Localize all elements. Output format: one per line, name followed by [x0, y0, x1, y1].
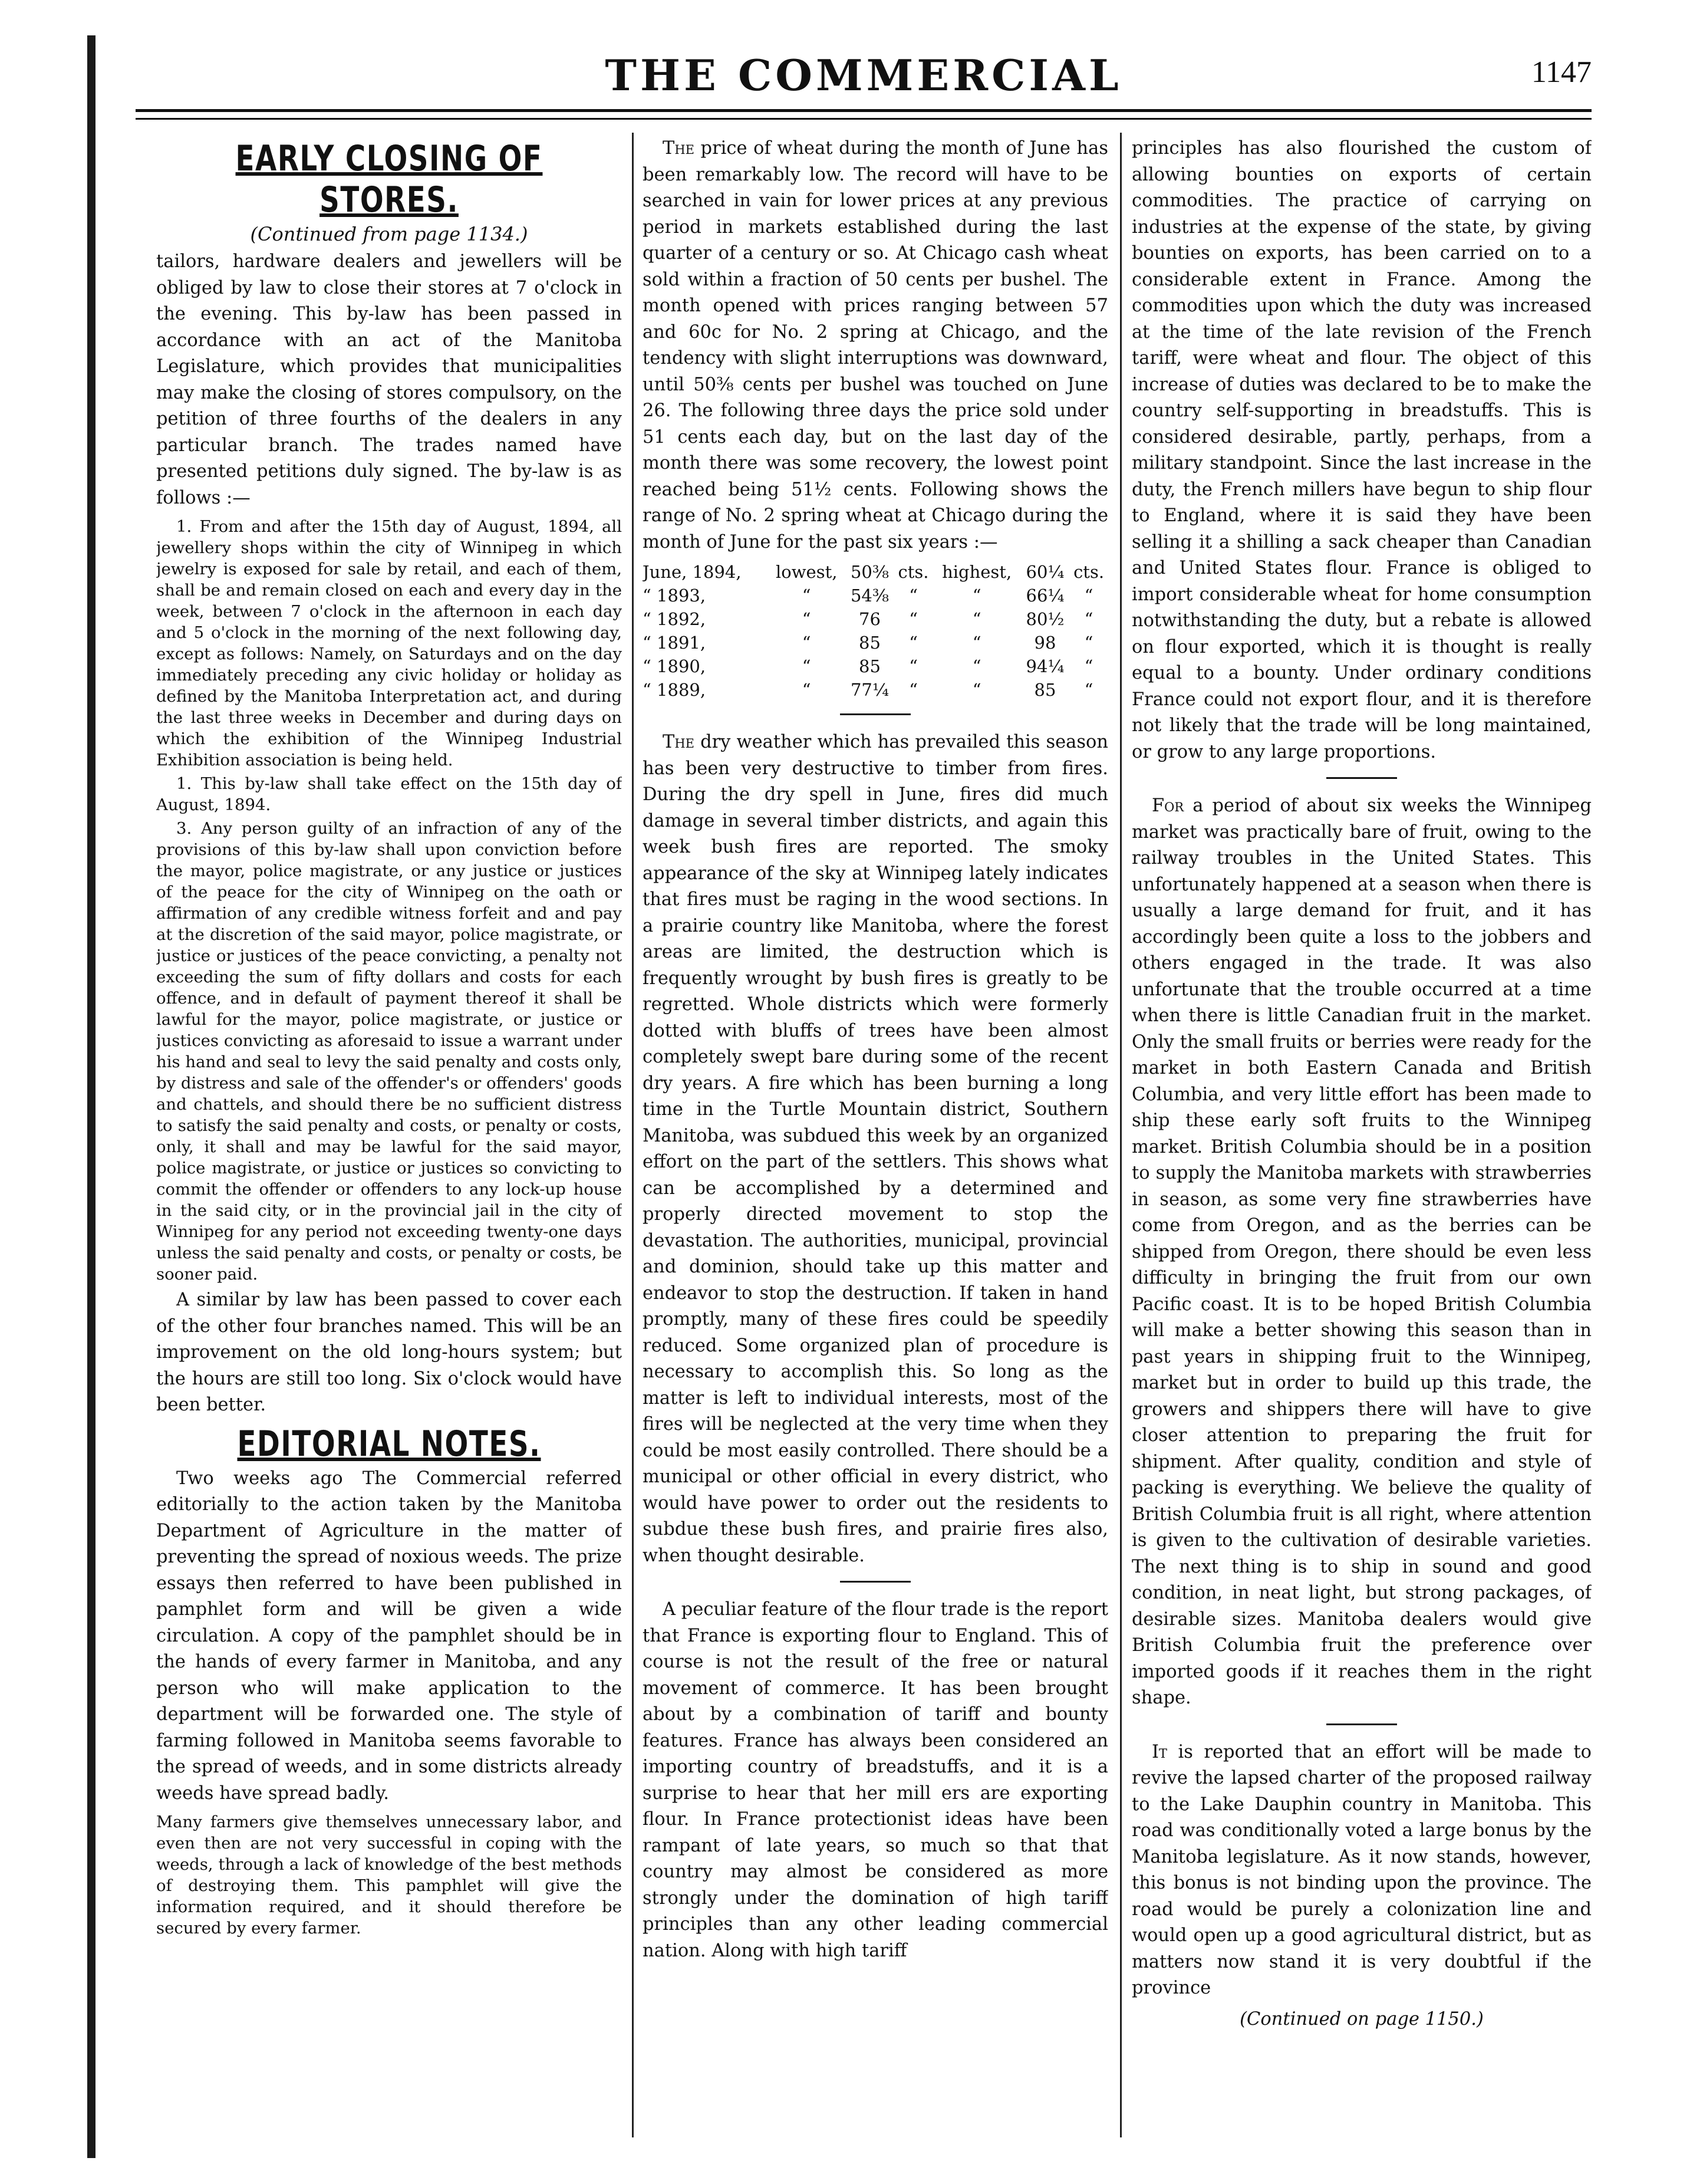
wheat-table-cell: “ — [1084, 680, 1093, 700]
column-divider — [632, 133, 634, 2137]
page-number: 1147 — [1531, 55, 1592, 89]
masthead-title: THE COMMERCIAL — [605, 50, 1122, 100]
wheat-table-cell: “ 1892, — [643, 609, 706, 629]
paragraph — [643, 729, 1108, 1569]
wheat-table-cell: cts. — [898, 562, 929, 582]
wheat-table-row — [643, 654, 1108, 678]
separator-rule — [840, 1581, 911, 1583]
wheat-table-cell: 85 — [1034, 680, 1056, 700]
page-binding-edge — [87, 35, 95, 2158]
wheat-table-cell: “ — [1084, 609, 1093, 629]
paragraph: principles has also flourished the custom of allowing bounties on exports of certain commodities. The practice of carrying on industries at the expense of the state, by giving bounties on exports, has been carried on to a considerable extent in France. Among the commodities upon which the duty was increased at the time of the late revision of the French tariff, were wheat and flour. The object of this increase of duties was declared to be to make the country self-supporting in breadstuffs. This is considered desirable, partly, perhaps, from a military standpoint. Since the last increase in the duty, the French millers have begun to ship flour to England, where it is said they have been selling it a shilling a sack cheaper than Canadian and United States flour. France is obliged to import considerable wheat for home consumption notwithstanding the duty, but a rebate is allowed on flour exported, which it is thought is really equal to a bounty. Under ordinary conditions France could not export flour, and it is therefore not likely that the trade will be long maintained, or grow to any large proportions. — [1132, 138, 1592, 762]
wheat-table-cell: 60¼ — [1026, 562, 1065, 582]
wheat-table-cell: highest, — [942, 562, 1012, 582]
wheat-table-cell: “ — [972, 633, 981, 653]
wheat-table-cell: “ 1889, — [643, 680, 706, 700]
wheat-table-cell: June, 1894, — [643, 562, 742, 582]
wheat-table-cell: 85 — [859, 656, 881, 676]
bylaw-clause: 1. From and after the 15th day of August, 1894, all jewellery shops within the city of Winnipeg in which jewelry is exposed for sale by retail, and each of them, shall be and remain closed on each and every day in the week, between 7 o'clock in the afternoon in each day and 5 o'clock in the morning of the next following day, except as follows: Namely, on Saturdays and on the day immediately preceding any civic holiday or holiday as defined by the Manitoba Interpretation act, and during the last three weeks in December and during days on which the exhibition of the Winnipeg Industrial Exhibition association is being held. — [156, 517, 622, 769]
column-2 — [643, 136, 1108, 2111]
wheat-table-cell: 94¼ — [1026, 656, 1065, 676]
wheat-table-row — [643, 560, 1108, 584]
wheat-table-cell: “ — [802, 680, 811, 700]
wheat-table-cell: “ — [802, 633, 811, 653]
wheat-price-table — [643, 560, 1108, 702]
wheat-table-cell: 80½ — [1026, 609, 1065, 629]
paragraph: Two weeks ago The Commercial referred editorially to the action taken by the Manitoba Department of Agriculture in the matter of preventing the spread of noxious weeds. The prize essays then referred to have been published in pamphlet form and will be given a wide circulation. A copy of the pamphlet should be in the hands of every farmer in Manitoba, and any person who will make application to the department will be forwarded one. The style of farming followed in Manitoba seems favorable to the spread of weeds, and in some districts already weeds have spread badly. — [156, 1468, 622, 1804]
column-divider — [1120, 133, 1122, 2137]
wheat-table-cell: 66¼ — [1026, 586, 1065, 606]
wheat-table-cell: “ — [909, 586, 918, 606]
wheat-table-cell: “ 1891, — [643, 633, 706, 653]
paragraph: A peculiar feature of the flour trade is the report that France is exporting flour to England. This of course is not the result of the free or natural movement of commerce. It has been brought about by a combination of tariff and bounty features. France has always been considered an importing country of breadstuffs, and it is a surprise to hear that her mill ers are exporting flour. In France protectionist ideas have been rampant of late years, so much so that that country may almost be considered as more strongly under the domination of high tariff principles than any other leading commercial nation. Along with high tariff — [643, 1599, 1108, 1961]
wheat-table-cell: 77¼ — [850, 680, 889, 700]
wheat-table-cell: “ 1890, — [643, 656, 706, 676]
paragraph: A similar by law has been passed to cover each of the other four branches named. This will be an improvement on the old long-hours system; but the hours are still too long. Six o'clock would have been better. — [156, 1290, 622, 1415]
wheat-table-cell: “ — [802, 656, 811, 676]
separator-rule — [840, 713, 911, 715]
wheat-table-cell: “ — [802, 609, 811, 629]
paragraph-body: a period of about six weeks the Winnipeg market was practically bare of fruit, owing to the railway troubles in the United States. This unfortunately happened at a season when there is usually a large demand for fruit, and it has accordingly been quite a loss to the jobbers and others engaged in the trade. It was also unfortunate that the trouble occurred at a time when there is little Canadian fruit in the market. Only the small fruits or berries were ready for the market in both Eastern Canada and British Columbia, and very little effort has been made to ship these early soft fruits to the Winnipeg market. British Columbia should be in a position to supply the Manitoba markets with strawberries in season, as some very fine strawberries have come from Oregon, and as the berries can be shipped from Oregon, there should be even less difficulty in bringing the fruit from our own Pacific coast. It is to be hoped British Columbia will make a better showing this season than in past years in shipping fruit to the Winnipeg, market but in order to build up this trade, the growers and shippers there will have to give closer attention to preparing the fruit for shipment. After quality, condition and style of packing is everything. We believe the quality of British Columbia fruit is all right, where attention is given to the cultivation of desirable varieties. The next thing is to ship in sound and good condition, in neat light, but strong packages, of desirable sizes. Manitoba dealers would give British Columbia fruit the preference over imported goods if it reaches them in the right shape. — [1132, 795, 1592, 1708]
section-heading: EDITORIAL NOTES. — [237, 1423, 541, 1465]
paragraph-body: is reported that an effort will be made to revive the lapsed charter of the proposed railway to the Lake Dauphin country in Manitoba. This road was conditionally voted a large bonus by the Manitoba legislature. As it now stands, however, this bonus is not binding upon the province. The road would be purely a colonization line and would open up a good agricultural district, but as matters now stand it is very doubtful if the province — [1132, 1741, 1592, 1998]
paragraph — [643, 136, 1108, 555]
paragraph: Many farmers give themselves unnecessary labor, and even then are not very successful in coping with the weeds, through a lack of knowledge of the best methods of destroying them. This pamphlet will give the information required, and it should therefore be secured by every farmer. — [156, 1813, 622, 1938]
column-1 — [156, 136, 622, 2111]
wheat-table-row — [643, 631, 1108, 654]
wheat-table-cell: 85 — [859, 633, 881, 653]
separator-rule — [1326, 777, 1397, 779]
paragraph — [1132, 1739, 1592, 2002]
bylaw-text — [156, 516, 622, 1285]
bylaw-clause: 1. This by-law shall take effect on the 15th day of August, 1894. — [156, 774, 622, 814]
wheat-table-cell: 50⅜ — [850, 562, 889, 582]
bylaw-clause: 3. Any person guilty of an infraction of any of the provisions of this by-law shall upon conviction before the mayor, police magistrate, or any justice or justices of the peace for the city of Winnipeg on the oath or affirmation of any credible witness forfeit and and pay at the discretion of the said mayor, police magistrate, or justice or justices of the peace convicting, a penalty not exceeding the sum of fifty dollars and costs for each offence, and in default of payment thereof it shall be lawful for the mayor, police magistrate, or justice or justices convicting as aforesaid to issue a warrant under his hand and seal to levy the said penalty and costs only, by distress and sale of the offender's or offenders' goods and chattels, and should there be no sufficient distress to satisfy the said penalty and costs, or penalty or costs, only, it shall and may be lawful for the said mayor, police magistrate, or justice or justices so convicting to commit the offender or offenders to any lock-up house in the said city, or in the provincial jail in the city of Winnipeg for any period not exceeding twenty-one days unless the said penalty and costs, or penalty or costs, be sooner paid. — [156, 819, 622, 1284]
wheat-table-cell: “ — [909, 633, 918, 653]
wheat-table-cell: “ — [972, 609, 981, 629]
wheat-table-row — [643, 607, 1108, 631]
lead-word: For — [1152, 795, 1184, 816]
wheat-table-cell: “ — [1084, 656, 1093, 676]
wheat-table-cell: “ — [1084, 633, 1093, 653]
wheat-table-cell: “ — [909, 680, 918, 700]
paragraph: tailors, hardware dealers and jewellers will be obliged by law to close their stores at 7 o'clock in the evening. This by-law has been passed in accordance with an act of the Manitoba Legislature, which provides that municipalities may make the closing of stores compulsory, on the petition of three fourths of the dealers in any particular branch. The trades named have presented petitions duly signed. The by-law is as follows :— — [156, 251, 622, 508]
continued-note: (Continued on page 1150.) — [1240, 2008, 1484, 2030]
lead-word: It — [1152, 1741, 1168, 1762]
wheat-table-row — [643, 678, 1108, 702]
header-rule-thin — [136, 118, 1592, 120]
wheat-table-cell: “ — [909, 656, 918, 676]
wheat-table-cell: lowest, — [775, 562, 838, 582]
wheat-table-cell: “ — [972, 680, 981, 700]
page-header — [136, 50, 1592, 115]
wheat-table-cell: “ — [1084, 586, 1093, 606]
wheat-table-cell: 98 — [1034, 633, 1056, 653]
header-rule — [136, 109, 1592, 112]
lead-word: The — [663, 138, 694, 159]
wheat-table-cell: “ — [972, 656, 981, 676]
article-heading: EARLY CLOSING OF STORES. — [235, 138, 543, 221]
continued-note: (Continued from page 1134.) — [250, 223, 528, 245]
lead-word: The — [663, 732, 694, 752]
wheat-table-cell: 76 — [859, 609, 881, 629]
wheat-table-cell: “ — [972, 586, 981, 606]
wheat-table-cell: cts. — [1073, 562, 1105, 582]
wheat-table-cell: “ — [909, 609, 918, 629]
column-3 — [1132, 136, 1592, 2111]
paragraph-body: dry weather which has prevailed this season has been very destructive to timber from fires. During the dry spell in June, fires did much damage in several timber districts, and again this week bush fires are reported. The smoky appearance of the sky at Winnipeg lately indicates that fires must be raging in the wood sections. In a prairie country like Manitoba, where the forest areas are limited, the destruction which is frequently wrought by bush fires is greatly to be regretted. Whole districts which were formerly dotted with bluffs of trees have been almost completely swept bare during some of the recent dry years. A fire which has been burning a long time in the Turtle Mountain district, Southern Manitoba, was subdued this week by an organized effort on the part of the settlers. This shows what can be accomplished by a determined and properly directed movement to stop the devastation. The authorities, municipal, provincial and dominion, should take up this matter and endeavor to stop the destruction. If taken in hand promptly, many of these fires could be speedily reduced. Some organized plan of procedure is necessary to accomplish this. So long as the matter is left to individual interests, most of the fires will be neglected at the very time when they could be most easily controlled. There should be a municipal or other official in every district, who would have power to order out the residents to subdue these bush fires, and prairie fires also, when thought desirable. — [643, 732, 1108, 1566]
separator-rule — [1326, 1723, 1397, 1725]
wheat-table-cell: “ — [802, 586, 811, 606]
paragraph-body: price of wheat during the month of June has been remarkably low. The record will have to be searched in vain for lower prices at any previous period in markets established during the last quarter of a century or so. At Chicago cash wheat sold within a fraction of 50 cents per bushel. The month opened with prices ranging between 57 and 60c for No. 2 spring at Chicago, and the tendency with slight interruptions was downward, until 50⅜ cents per bushel was touched on June 26. The following three days the price sold under 51 cents each day, but on the last day of the month there was some recovery, the lowest point reached being 51½ cents. Following shows the range of No. 2 spring wheat at Chicago during the month of June for the past six years :— — [643, 138, 1108, 552]
wheat-table-cell: 54⅜ — [850, 586, 889, 606]
wheat-table-row — [643, 584, 1108, 607]
paragraph — [1132, 793, 1592, 1712]
wheat-table-cell: “ 1893, — [643, 586, 706, 606]
